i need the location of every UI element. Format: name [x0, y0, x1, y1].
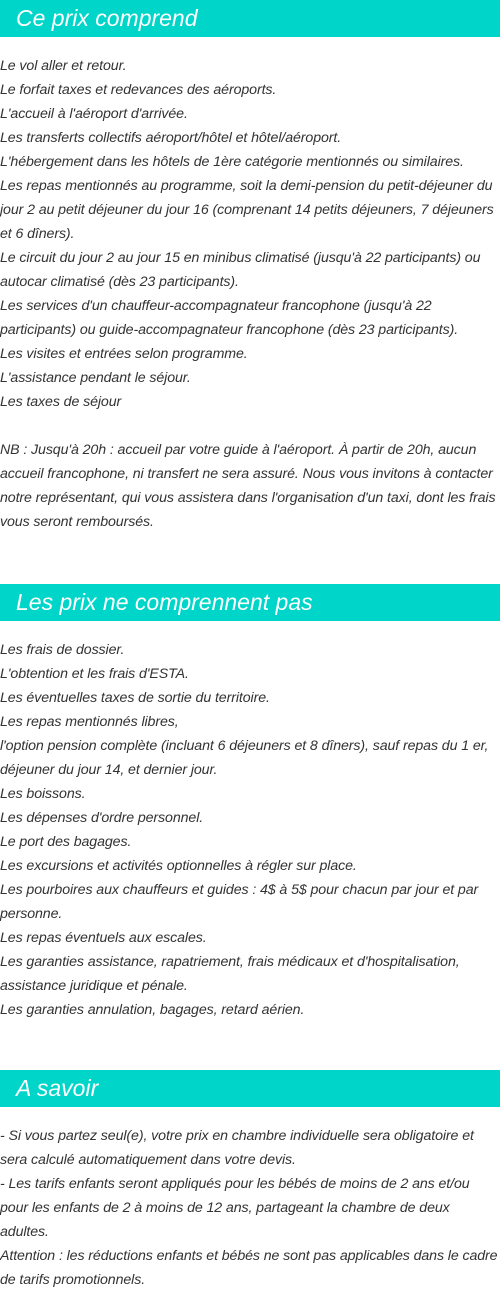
list-item: Les garanties assistance, rapatriement, frais médicaux et d'hospitalisation, assistance juridique et pénale. [0, 954, 460, 994]
list-item: Les éventuelles taxes de sortie du territoire. [0, 690, 270, 706]
section-body [0, 621, 500, 1022]
section-title: Les prix ne comprennent pas [0, 584, 500, 621]
section-body [0, 37, 500, 534]
list-item: Les services d'un chauffeur-accompagnateur francophone (jusqu'à 22 participants) ou guide-accompagnateur francophone (dès 23 participants). [0, 298, 459, 338]
section-body [0, 1107, 500, 1292]
list-item: Le vol aller et retour. [0, 58, 127, 74]
list-item: Attention : les réductions enfants et bébés ne sont pas applicables dans le cadre de tarifs promotionnels. [0, 1248, 498, 1288]
list-item: Les visites et entrées selon programme. [0, 346, 248, 362]
list-item: Les repas mentionnés libres, [0, 714, 179, 730]
list-item: L'assistance pendant le séjour. [0, 370, 191, 386]
list-item: L'obtention et les frais d'ESTA. [0, 666, 189, 682]
list-item: Le port des bagages. [0, 834, 132, 850]
list-item: Les repas éventuels aux escales. [0, 930, 207, 946]
list-item: Les garanties annulation, bagages, retard aérien. [0, 1002, 305, 1018]
list-item: l'option pension complète (incluant 6 déjeuners et 8 dîners), sauf repas du 1 er, déjeuner du jour 14, et dernier jour. [0, 738, 489, 778]
list-item: Les frais de dossier. [0, 642, 125, 658]
list-item: Le circuit du jour 2 au jour 15 en minibus climatisé (jusqu'à 22 participants) ou autocar climatisé (dès 23 participants). [0, 250, 481, 290]
section-included [0, 0, 500, 534]
list-item: Les transferts collectifs aéroport/hôtel et hôtel/aéroport. [0, 130, 342, 146]
list-item: Les excursions et activités optionnelles à régler sur place. [0, 858, 357, 874]
section-good-to-know [0, 1070, 500, 1292]
note-text: NB : Jusqu'à 20h : accueil par votre guide à l'aéroport. À partir de 20h, aucun accueil francophone, ni transfert ne sera assuré. Nous vous invitons à contacter notre représentant, qui vous assistera dans l'organisation d'un taxi, dont les frais vous seront remboursés. [0, 442, 496, 530]
list-item: Les boissons. [0, 786, 86, 802]
list-item: Les dépenses d'ordre personnel. [0, 810, 204, 826]
section-title: Ce prix comprend [0, 0, 500, 37]
list-item: Le forfait taxes et redevances des aéroports. [0, 82, 277, 98]
list-item: L'accueil à l'aéroport d'arrivée. [0, 106, 188, 122]
list-item: - Les tarifs enfants seront appliqués pour les bébés de moins de 2 ans et/ou pour les enfants de 2 à moins de 12 ans, partageant la chambre de deux adultes. [0, 1176, 470, 1240]
section-title: A savoir [0, 1070, 500, 1107]
list-item: - Si vous partez seul(e), votre prix en chambre individuelle sera obligatoire et sera calculé automatiquement dans votre devis. [0, 1128, 474, 1168]
section-not-included [0, 584, 500, 1022]
list-item: L'hébergement dans les hôtels de 1ère catégorie mentionnés ou similaires. [0, 154, 464, 170]
list-item: Les pourboires aux chauffeurs et guides : 4$ à 5$ pour chacun par jour et par personne. [0, 882, 479, 922]
list-item: Les repas mentionnés au programme, soit la demi-pension du petit-déjeuner du jour 2 au petit déjeuner du jour 16 (comprenant 14 petits déjeuners, 7 déjeuners et 6 dîners). [0, 178, 494, 242]
list-item: Les taxes de séjour [0, 394, 122, 410]
